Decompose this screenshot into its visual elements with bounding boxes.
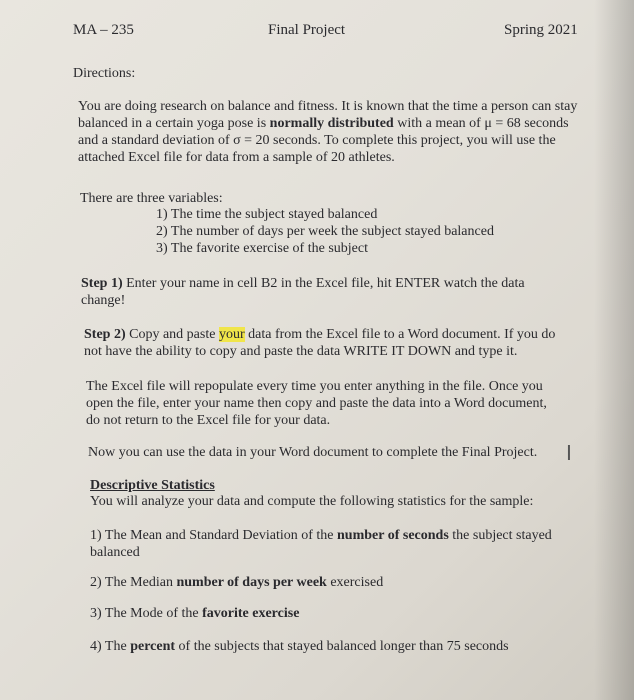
text-cursor-icon: I <box>566 441 572 465</box>
step-2-text-a: Copy and paste <box>125 327 219 342</box>
step-1 <box>81 275 561 309</box>
step-2-label: Step 2) <box>84 327 126 342</box>
step-2-text-b: data from the Excel file to a Word document. If you do not have the ability to copy and paste the data WRITE IT DOWN and type it. <box>84 327 556 359</box>
list-item <box>90 605 570 622</box>
step-1-label: Step 1) <box>81 276 123 291</box>
descriptive-heading: Descriptive Statistics <box>90 478 215 493</box>
variable-item: 1) The time the subject stayed balanced <box>156 207 378 222</box>
descriptive-text: You will analyze your data and compute the following statistics for the sample: <box>90 494 534 509</box>
item-4-emphasis: percent <box>130 639 176 654</box>
list-item <box>90 638 570 655</box>
item-1-emphasis: number of seconds <box>337 528 449 543</box>
course-code: MA – 235 <box>73 22 134 38</box>
list-item <box>90 527 570 561</box>
item-1-text-c: the subject stayed balanced <box>90 528 552 560</box>
intro-text-c: with a mean of μ = 68 seconds and a standard deviation of σ = 20 seconds. To complete this project, you will use the attached Excel file for data from a sample of 20 athletes. <box>78 116 569 165</box>
item-4-text-a: 4) The <box>90 639 131 654</box>
item-2-emphasis: number of days per week <box>176 575 327 590</box>
document-title: Final Project <box>268 22 346 38</box>
item-4-text-c: of the subjects that stayed balanced longer than 75 seconds <box>175 639 509 654</box>
highlighted-word: your <box>218 327 245 342</box>
variables-label: There are three variables: <box>80 191 223 206</box>
item-3-text-a: 3) The Mode of the <box>90 606 203 621</box>
variable-item: 3) The favorite exercise of the subject <box>156 241 368 256</box>
excel-note: The Excel file will repopulate every time you enter anything in the file. Once you open the file, enter your name then copy and paste the data into a Word document, do not return to the Excel file for your data. <box>86 379 547 428</box>
item-1-text-a: 1) The Mean and Standard Deviation of the <box>90 528 338 543</box>
item-2-text-c: exercised <box>326 575 384 590</box>
term: Spring 2021 <box>504 22 578 38</box>
step-2 <box>84 326 574 360</box>
intro-emphasis: normally distributed <box>269 116 394 131</box>
now-you-text: Now you can use the data in your Word document to complete the Final Project. <box>88 445 538 460</box>
variables-list <box>156 206 494 257</box>
item-3-emphasis: favorite exercise <box>202 606 300 621</box>
list-item <box>90 574 570 591</box>
directions-label: Directions: <box>73 66 136 81</box>
intro-text-a: You are doing research on balance and fitness. It is known that the time a person can stay balanced in a certain yoga pose is <box>78 99 578 131</box>
step-1-text: Enter your name in cell B2 in the Excel file, hit ENTER watch the data change! <box>81 276 525 308</box>
intro-paragraph <box>78 98 578 166</box>
item-2-text-a: 2) The Median <box>90 575 177 590</box>
variable-item: 2) The number of days per week the subject stayed balanced <box>156 224 494 239</box>
